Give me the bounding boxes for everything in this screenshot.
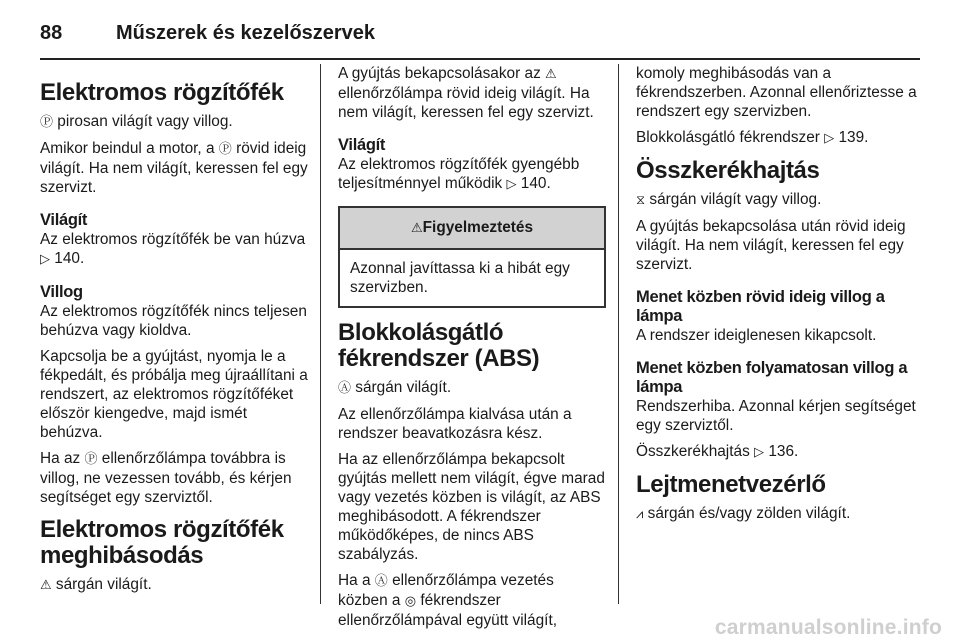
heading-all-wheel-drive: Összkerékhajtás [636,157,820,184]
paragraph: Kapcsolja be a gyújtást, nyomja le a fékpedált, és próbálja meg újraállítani a rendszert, az elektromos rögzítőféket először kiengedve, majd ismét behúzva. [40,348,308,441]
paragraph: ⚠ sárgán világít. [40,576,152,593]
paragraph: Ⓐ sárgán világít. [338,379,452,396]
paragraph: A gyújtás bekapcsolásakor az ⚠ ellenőrzőlámpa rövid ideig világít. Ha nem világít, keressen fel egy szervizt. [338,65,594,121]
paragraph: A rendszer ideiglenesen kikapcsolt. [636,327,877,344]
heading-hill-descent: Lejtmenetvezérlő [636,471,826,498]
brake-fault-icon: ⚠ [545,67,557,82]
abs-icon: Ⓐ [338,381,352,396]
page-number: 88 [40,22,63,44]
parking-brake-icon: Ⓟ [40,115,54,130]
paragraph: Amikor beindul a motor, a Ⓟ rövid ideig világít. Ha nem világít, keressen fel egy szervizt. [40,140,308,196]
page-ref-icon: ▷ [40,252,50,267]
brake-system-icon: ◎ [404,594,417,609]
paragraph: Ha az ellenőrzőlámpa bekapcsolt gyújtás mellett nem világít, égve marad vagy vezetés közben is világít, az ABS meghibásodott. A fékrendszer működőképes, de nincs ABS szabályzás. [338,451,605,563]
paragraph: Az ellenőrzőlámpa kialvása után a rendszer beavatkozásra kész. [338,406,572,442]
parking-brake-icon: Ⓟ [84,452,98,467]
heading-continuous-blink: Menet közben folyamatosan villog a lámpa [636,359,908,396]
hill-descent-icon: ⩘ [636,507,644,522]
watermark: carmanualsonline.info [714,616,942,639]
paragraph: Összkerékhajtás ▷ 136. [636,443,799,460]
warning-box [338,206,606,308]
brake-fault-icon: ⚠ [40,578,52,593]
column-1 [40,64,308,602]
paragraph: Az elektromos rögzítőfék nincs teljesen behúzva vagy kioldva. [40,303,307,339]
paragraph: Az elektromos rögzítőfék gyengébb teljesítménnyel működik ▷ 140. [338,156,580,192]
page-ref-icon: ▷ [824,131,835,146]
paragraph: Ha a Ⓐ ellenőrzőlámpa vezetés közben a ◎ fékrendszer ellenőrzőlámpával együtt világít, [338,572,558,629]
page-ref-icon: ▷ [506,177,517,192]
heading-lit: Világít [338,136,386,154]
heading-blinks: Villog [40,283,83,301]
parking-brake-icon: Ⓟ [218,142,232,157]
heading-brake-fault: Elektromos rögzítőfék meghibásodás [40,516,284,569]
header-divider [40,58,920,60]
paragraph: Blokkolásgátló fékrendszer ▷ 139. [636,129,869,146]
page-header [40,12,920,58]
section-title: Műszerek és kezelőszervek [116,22,376,44]
paragraph: Az elektromos rögzítőfék be van húzva ▷ 140. [40,231,306,267]
warning-body: Azonnal javíttassa ki a hibát egy szervizben. [350,260,570,296]
paragraph: A gyújtás bekapcsolása után rövid ideig világít. Ha nem világít, keressen fel egy szervizt. [636,218,906,273]
page-ref-icon: ▷ [754,445,765,460]
paragraph: komoly meghibásodás van a fékrendszerben. Azonnal ellenőriztesse a rendszert egy szervizben. [636,65,917,120]
column-2 [338,64,606,637]
abs-icon: Ⓐ [374,574,388,589]
paragraph: ⩘ sárgán és/vagy zölden világít. [636,505,851,522]
all-wheel-drive-icon: ⧖ [636,193,646,208]
column-divider-2 [618,64,619,604]
column-divider-1 [320,64,321,604]
heading-lit: Világít [40,211,88,229]
column-3 [636,64,920,531]
heading-abs: Blokkolásgátló fékrendszer (ABS) [338,319,540,372]
heading-short-blink: Menet közben rövid ideig villog a lámpa [636,288,885,325]
warning-triangle-icon: ⚠ [411,221,423,236]
paragraph: Ⓟ pirosan világít vagy villog. [40,113,233,130]
heading-parking-brake: Elektromos rögzítőfék [40,79,284,106]
paragraph: ⧖ sárgán világít vagy villog. [636,191,822,208]
paragraph: Rendszerhiba. Azonnal kérjen segítséget egy szerviztől. [636,398,916,434]
paragraph: Ha az Ⓟ ellenőrzőlámpa továbbra is villog, ne vezessen tovább, és kérjen segítséget egy szerviztől. [40,450,292,506]
warning-title: ⚠Figyelmeztetés [340,208,604,250]
